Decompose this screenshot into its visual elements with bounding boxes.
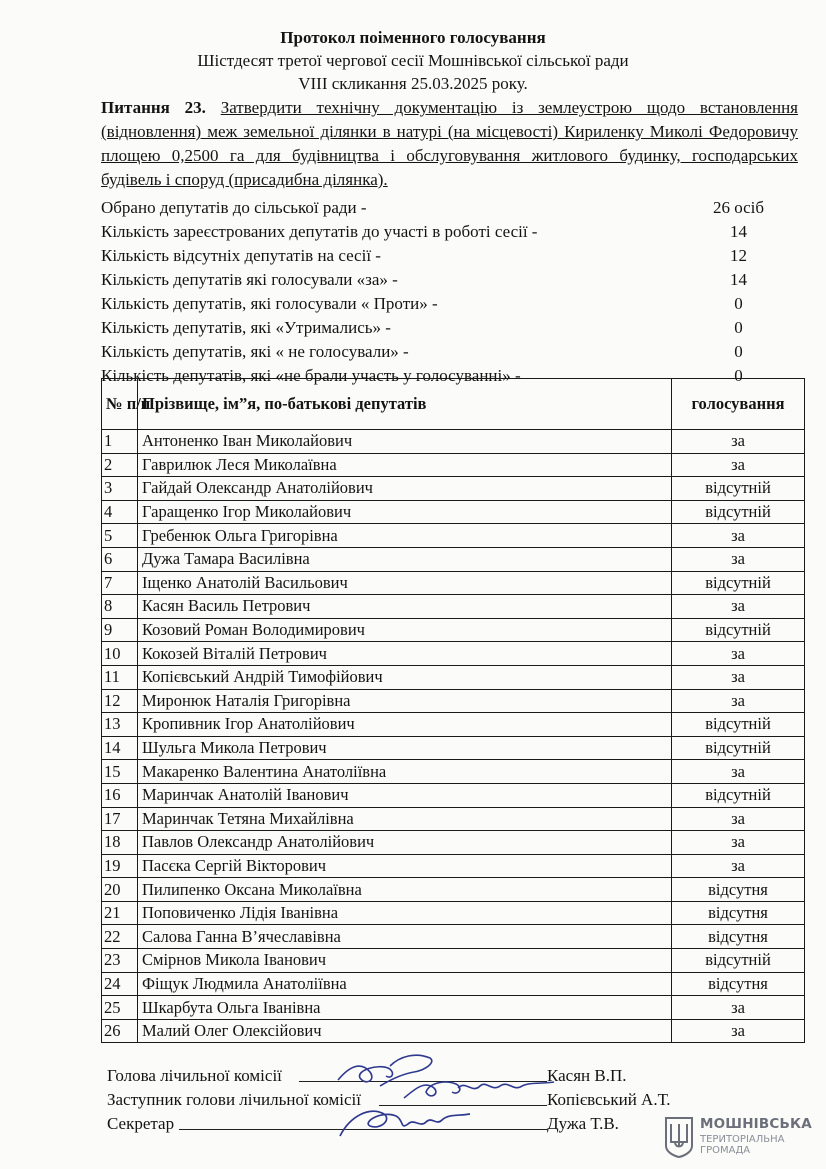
table-row bbox=[102, 500, 805, 524]
deputy-name: Пилипенко Оксана Миколаївна bbox=[138, 878, 672, 902]
deputy-name: Малий Олег Олексійович bbox=[138, 1019, 672, 1043]
community-logo bbox=[664, 1114, 814, 1162]
stat-label: Кількість депутатів які голосували «за» - bbox=[101, 270, 398, 289]
vote-result: за bbox=[672, 524, 805, 548]
document-title: Протокол поіменного голосування bbox=[280, 28, 546, 47]
vote-result: відсутня bbox=[672, 878, 805, 902]
deputy-role: Заступник голови лічильної комісії bbox=[107, 1090, 362, 1109]
row-number: 22 bbox=[102, 925, 138, 949]
row-number: 18 bbox=[102, 831, 138, 855]
table-row bbox=[102, 901, 805, 925]
deputy-name: Кокозей Віталій Петрович bbox=[138, 642, 672, 666]
deputy-name: Козовий Роман Володимирович bbox=[138, 618, 672, 642]
vote-result: відсутній bbox=[672, 783, 805, 807]
deputy-name: Маринчак Тетяна Михайлівна bbox=[138, 807, 672, 831]
table-row bbox=[102, 831, 805, 855]
table-row bbox=[102, 689, 805, 713]
row-number: 6 bbox=[102, 547, 138, 571]
vote-result: відсутній bbox=[672, 949, 805, 973]
vote-result: відсутній bbox=[672, 571, 805, 595]
table-row bbox=[102, 736, 805, 760]
row-number: 24 bbox=[102, 972, 138, 996]
row-number: 11 bbox=[102, 665, 138, 689]
table-row bbox=[102, 996, 805, 1020]
vote-result: за bbox=[672, 595, 805, 619]
stat-row bbox=[101, 340, 761, 364]
vote-result: за bbox=[672, 430, 805, 454]
row-number: 21 bbox=[102, 901, 138, 925]
deputy-name: Павлов Олександр Анатолійович bbox=[138, 831, 672, 855]
stat-label: Кількість депутатів, які « не голосували» - bbox=[101, 342, 409, 361]
stat-row bbox=[101, 292, 761, 316]
deputy-name: Копієвський А.Т. bbox=[547, 1090, 671, 1109]
deputy-name: Гайдай Олександр Анатолійович bbox=[138, 477, 672, 501]
vote-statistics bbox=[101, 196, 765, 388]
vote-result: за bbox=[672, 831, 805, 855]
table-row bbox=[102, 595, 805, 619]
deputy-name: Гаращенко Ігор Миколайович bbox=[138, 500, 672, 524]
vote-result: відсутня bbox=[672, 901, 805, 925]
header-number: № п/п bbox=[102, 379, 138, 430]
deputy-name: Шкарбута Ольга Іванівна bbox=[138, 996, 672, 1020]
logo-subtitle bbox=[700, 1134, 784, 1156]
deputy-name: Гаврилюк Леся Миколаївна bbox=[138, 453, 672, 477]
table-row bbox=[102, 713, 805, 737]
vote-result: за bbox=[672, 996, 805, 1020]
secretary-role: Секретар bbox=[107, 1114, 175, 1133]
stat-row bbox=[101, 316, 761, 340]
roll-call-table bbox=[101, 378, 805, 1043]
logo-subtitle-line1: ТЕРИТОРІАЛЬНА bbox=[700, 1134, 785, 1145]
row-number: 7 bbox=[102, 571, 138, 595]
secretary-name: Дужа Т.В. bbox=[547, 1114, 619, 1133]
vote-result: за bbox=[672, 760, 805, 784]
vote-result: відсутня bbox=[672, 972, 805, 996]
row-number: 4 bbox=[102, 500, 138, 524]
stat-value: 14 bbox=[730, 222, 747, 241]
vote-result: за bbox=[672, 1019, 805, 1043]
vote-result: відсутній bbox=[672, 500, 805, 524]
deputy-name: Шульга Микола Петрович bbox=[138, 736, 672, 760]
trident-crest-icon bbox=[664, 1116, 694, 1158]
deputy-name: Салова Ганна В’ячеславівна bbox=[138, 925, 672, 949]
row-number: 9 bbox=[102, 618, 138, 642]
stat-row bbox=[101, 268, 761, 292]
stat-value: 0 bbox=[734, 342, 743, 361]
stat-label: Кількість відсутніх депутатів на сесії - bbox=[101, 246, 381, 265]
stat-label: Кількість депутатів, які голосували « Проти» - bbox=[101, 294, 438, 313]
header-vote: голосування bbox=[672, 379, 805, 430]
stat-row bbox=[101, 244, 761, 268]
stat-label: Кількість зареєстрованих депутатів до участі в роботі сесії - bbox=[101, 222, 538, 241]
secretary-handwritten-signature bbox=[330, 1096, 480, 1148]
vote-result: відсутня bbox=[672, 925, 805, 949]
row-number: 12 bbox=[102, 689, 138, 713]
vote-result: відсутній bbox=[672, 477, 805, 501]
row-number: 23 bbox=[102, 949, 138, 973]
stat-value: 0 bbox=[734, 294, 743, 313]
deputy-name: Миронюк Наталія Григорівна bbox=[138, 689, 672, 713]
table-row bbox=[102, 760, 805, 784]
stat-label: Кількість депутатів, які «Утримались» - bbox=[101, 318, 391, 337]
stat-value: 26 осіб bbox=[712, 198, 765, 217]
table-row bbox=[102, 665, 805, 689]
table-row bbox=[102, 783, 805, 807]
logo-subtitle-line2: ГРОМАДА bbox=[700, 1145, 751, 1156]
row-number: 14 bbox=[102, 736, 138, 760]
header-name: Прізвище, ім”я, по-батькові депутатів bbox=[138, 379, 672, 430]
deputy-name: Поповиченко Лідія Іванівна bbox=[138, 901, 672, 925]
vote-result: відсутній bbox=[672, 713, 805, 737]
row-number: 17 bbox=[102, 807, 138, 831]
table-row bbox=[102, 618, 805, 642]
vote-result: відсутній bbox=[672, 736, 805, 760]
table-row bbox=[102, 878, 805, 902]
table-row bbox=[102, 972, 805, 996]
stat-row bbox=[101, 220, 761, 244]
table-row bbox=[102, 1019, 805, 1043]
vote-result: за bbox=[672, 689, 805, 713]
chair-role: Голова лічильної комісії bbox=[107, 1066, 282, 1085]
deputy-name: Фіщук Людмила Анатоліївна bbox=[138, 972, 672, 996]
row-number: 1 bbox=[102, 430, 138, 454]
deputy-name: Смірнов Микола Іванович bbox=[138, 949, 672, 973]
table-row bbox=[102, 524, 805, 548]
deputy-name: Пасєка Сергій Вікторович bbox=[138, 854, 672, 878]
table-header-row bbox=[102, 379, 805, 430]
row-number: 26 bbox=[102, 1019, 138, 1043]
vote-result: за bbox=[672, 854, 805, 878]
vote-result: за bbox=[672, 547, 805, 571]
convocation-date-line: VIII скликання 25.03.2025 року. bbox=[298, 74, 528, 93]
row-number: 19 bbox=[102, 854, 138, 878]
row-number: 15 bbox=[102, 760, 138, 784]
question-number: Питання 23. bbox=[101, 98, 206, 117]
row-number: 2 bbox=[102, 453, 138, 477]
deputy-name: Копієвський Андрій Тимофійович bbox=[138, 665, 672, 689]
stat-label: Кількість депутатів, які «не брали участь у голосуванні» - bbox=[101, 366, 521, 385]
vote-result: за bbox=[672, 453, 805, 477]
deputy-name: Антоненко Іван Миколайович bbox=[138, 430, 672, 454]
table-row bbox=[102, 547, 805, 571]
vote-result: за bbox=[672, 807, 805, 831]
deputy-name: Маринчак Анатолій Іванович bbox=[138, 783, 672, 807]
document-header bbox=[0, 26, 826, 95]
table-row bbox=[102, 949, 805, 973]
stat-value: 14 bbox=[730, 270, 747, 289]
table-row bbox=[102, 642, 805, 666]
deputy-name: Дужа Тамара Василівна bbox=[138, 547, 672, 571]
row-number: 3 bbox=[102, 477, 138, 501]
row-number: 5 bbox=[102, 524, 138, 548]
table-row bbox=[102, 430, 805, 454]
table-row bbox=[102, 571, 805, 595]
row-number: 20 bbox=[102, 878, 138, 902]
deputy-name: Кропивник Ігор Анатолійович bbox=[138, 713, 672, 737]
session-line: Шістдесят третої чергової сесії Мошнівської сільської ради bbox=[197, 51, 629, 70]
chair-name: Касян В.П. bbox=[547, 1066, 627, 1085]
table-row bbox=[102, 854, 805, 878]
agenda-question bbox=[101, 96, 798, 192]
stat-value: 0 bbox=[734, 366, 743, 385]
deputy-name: Макаренко Валентина Анатоліївна bbox=[138, 760, 672, 784]
vote-result: за bbox=[672, 642, 805, 666]
stat-value: 12 bbox=[730, 246, 747, 265]
table-row bbox=[102, 807, 805, 831]
stat-label: Обрано депутатів до сільської ради - bbox=[101, 198, 367, 217]
row-number: 10 bbox=[102, 642, 138, 666]
row-number: 16 bbox=[102, 783, 138, 807]
table-row bbox=[102, 453, 805, 477]
deputy-name: Гребенюк Ольга Григорівна bbox=[138, 524, 672, 548]
vote-result: відсутній bbox=[672, 618, 805, 642]
row-number: 13 bbox=[102, 713, 138, 737]
row-number: 8 bbox=[102, 595, 138, 619]
table-row bbox=[102, 477, 805, 501]
stat-row bbox=[101, 196, 765, 220]
vote-result: за bbox=[672, 665, 805, 689]
logo-title: МОШНІВСЬКА bbox=[700, 1116, 812, 1132]
row-number: 25 bbox=[102, 996, 138, 1020]
table-row bbox=[102, 925, 805, 949]
stat-value: 0 bbox=[734, 318, 743, 337]
deputy-name: Касян Василь Петрович bbox=[138, 595, 672, 619]
question-text: Затвердити технічну документацію із землеустрою щодо встановлення (відновлення) меж земельної ділянки в натурі (на місцевості) Кириленку Миколі Федоровичу площею 0,2500 га для будівництва і обслуговування житлового будинку, господарських будівель і споруд (присадибна ділянка). bbox=[101, 98, 798, 189]
deputy-name: Іщенко Анатолій Васильович bbox=[138, 571, 672, 595]
